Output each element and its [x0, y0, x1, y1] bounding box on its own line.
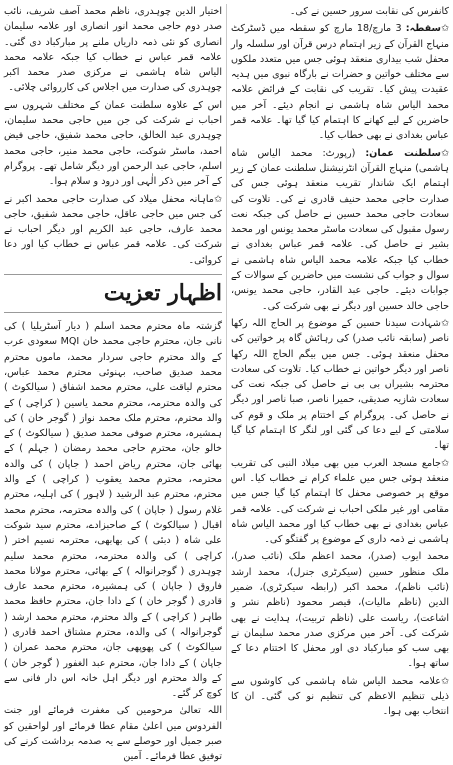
report-paragraph: اختیار الدین چوہدری، ناظم محمد آصف شریف، نائب صدر دوم حاجی محمد انور انصاری اور علامہ سلیمان انصاری کو نئی ذمہ داریاں ملنے پر مبارکباد دی گئی۔ علامہ قمر عباس نے خطاب کیا جبکہ علامہ محمد الیاس شاہ ہاشمی نے مرکزی صدر محمد اکبر چوہدری کی صدارت میں اجلاس کی کارروائی چلائی۔ — [4, 6, 222, 94]
star-bullet-icon: ✩ — [440, 23, 449, 35]
condolence-heading-box — [4, 274, 222, 313]
column-divider — [226, 4, 227, 720]
condolence-heading: اظہار تعزیت — [103, 280, 222, 307]
left-column — [4, 4, 222, 763]
star-bullet-icon: ✩ — [440, 147, 449, 159]
star-bullet-icon: ✩ — [440, 457, 449, 469]
news-item-mosque-event: ✩جامع مسجد العرب میں بھی میلاد النبی کی تقریب منعقد ہوئی جس میں علماء کرام نے خطاب کیا۔ اس موقع پر خصوصی محفل کا اہتمام کیا گیا جس میں مقامی اور غیر ملکی احباب نے شرکت کی۔ علامہ قمر عباس بغدادی نے بھی خطاب کیا اور محمد الیاس شاہ ہاشمی نے ذمہ داری کے موضوع پر گفتگو کی۔ — [231, 457, 449, 546]
news-item-saqta: ✩سقطہ: 3 مارچ/18 مارچ کو سقطہ میں ڈسٹرکٹ منہاج القرآن کے زیر اہتمام درس قرآن اور سلسلہ وار محفل شب بیداری منعقد ہوئی جس میں متعدد ملکوں سے مختلف خواتین و حضرات نے بارگاہ نبوی میں ہدیہ عقیدت پیش کیا۔ تقریب کی نقابت کے فرائض علامہ محمد الیاس شاہ ہاشمی نے انجام دیئے۔ آخر میں حاضرین کے لیے کھانے کا اہتمام کیا گیا تھا۔ علامہ قمر عباس بغدادی نے بھی خطاب کیا۔ — [231, 23, 449, 142]
news-item-reorganization: ✩علامہ محمد الیاس شاہ ہاشمی کی کاوشوں سے ذیلی تنظیم الاعظم کی تنظیم نو کی گئی۔ ان کا انتخاب بھی ہوا۔ — [231, 675, 449, 718]
condolence-closing: اللہ تعالیٰ مرحومین کی مغفرت فرمائے اور جنت الفردوس میں اعلیٰ مقام عطا فرمائے اور لواحقین کو صبر جمیل اور حوصلے سے یہ صدمہ برداشت کرنے کی توفیق عطا فرمائے۔ آمین — [4, 705, 222, 763]
star-bullet-icon: ✩ — [213, 193, 222, 205]
news-item-office-bearers: محمد ایوب (صدر)، محمد اعظم ملک (نائب صدر)، ملک منظور حسین (سیکرٹری جنرل)، محمد ارشد (نائب ناظم)، محمد اکبر (رابطہ سیکرٹری)، ضمیر الدین (ناظم مالیات)، قیصر محمود (ناظم نشر و اشاعت)، ریاست علی (ناظم تربیت)، ہدایت نے بھی شرکت کی۔ آخر میں مرکزی صدر محمد سلیمان نے بھی سب کو مبارکباد دی اور محفل کا اختتام دعا کے ساتھ ہوا۔ — [231, 551, 449, 670]
condolence-paragraph: گزشتہ ماہ محترم محمد اسلم ( دیار آسٹریلیا ) کی نانی جان، محترم حاجی محمد خان MQI سعودی عرب کے والد محترم حاجی سردار محمد، ماموں محترم محمد صدیق صاحب، بہنوئی محترم محمد عباس، محترم لیاقت علی، محترم محمد اشفاق ( سیالکوٹ ) کی والدہ محترمہ، محترم محمد یاسین ( کراچی ) کے والد محترم، محترم ملک محمد نواز ( گوجر خان ) کی ہمشیرہ، محترم صوفی محمد صدیق ( سیالکوٹ ) کے خالو جان، محترم حاجی محمد رمضان ( جہلم ) کے بھائی جان، محترم ریاض احمد ( جاپان ) کی والدہ محترمہ، محترم محمد یعقوب ( کراچی ) کے والد محترم، محترم عبد الرشید ( لاہور ) کی اہلیہ، محترم غلام رسول ( جاپان ) کی والدہ محترمہ، محترم محمد اقبال ( سیالکوٹ ) کے صاحبزادے، محترم سید شوکت علی شاہ ( دبئی ) کی بھابھی، محترمہ نسیم اختر ( کراچی ) کی والدہ محترمہ، محترم محمد سلیم چوہدری ( گوجرانوالہ ) کے بھائی، محترم مولانا محمد فاروق ( جاپان ) کی ہمشیرہ، محترم محمد عارف قادری ( گوجر خان ) کے دادا جان، محترم حافظ محمد طاہر ( کراچی ) کے والد محترم، محترم محمد ارشد ( گوجرانوالہ ) کی والدہ، محترم مشتاق احمد قادری ( سیالکوٹ ) کی پھوپھی جان، محترم محمد عمران ( جاپان ) کے دادا جان، محترم عبد الغفور ( گوجر خان ) کے والد محترم اور دیگر اہل خانہ اس دار فانی سے کوچ کر گئے۔ — [4, 321, 222, 700]
star-bullet-icon: ✩ — [440, 317, 449, 329]
report-paragraph: اس کے علاوہ سلطنت عمان کے مختلف شہروں سے احباب نے شرکت کی جن میں حاجی محمد سلیمان، چوہدری عبد الخالق، حاجی محمد شفیق، حاجی فیض احمد، ماسٹر شوکت، حاجی محمد منیر، حاجی محمد اسلم، حاجی عبد الرحمن اور دیگر شامل تھے۔ پروگرام کے آخر میں ذکر الٰہی اور درود و سلام ہوا۔ — [4, 99, 222, 188]
report-paragraph: ✩ماہانہ محفل میلاد کی صدارت حاجی محمد اکبر نے کی جس میں حاجی عاقل، حاجی محمد شفیق، حاجی محمد عارف، حاجی عبد الکریم اور دیگر احباب نے شرکت کی۔ علامہ قمر عباس نے خطاب کیا اور دعا کروائی۔ — [4, 193, 222, 266]
right-column — [231, 4, 449, 720]
opening-line: کانفرس کی نقابت سرور حسین نے کی۔ — [289, 6, 449, 17]
news-item-oman: ✩سلطنت عمان: (رپورٹ: محمد الیاس شاہ ہاشمی) منہاج القرآن انٹرنیشنل سلطنت عمان کے زیر اہتمام ایک شاندار تقریب منعقد ہوئی جس کی صدارت حاجی محمد حنیف قادری نے کی۔ تلاوت کی سعادت حاجی محمد حسین نے حاصل کی جبکہ نعت رسول مقبول کی سعادت ماسٹر محمد یونس اور محمد بشیر نے حاصل کی۔ علامہ قمر عباس بغدادی نے خطاب کیا جبکہ علامہ محمد الیاس شاہ ہاشمی نے سوال و جواب کی نشست میں حاضرین کے سوالات کے جوابات دیئے۔ حاجی عبد القادر، حاجی محمد یونس، حاجی خالد حسین اور دیگر نے بھی شرکت کی۔ — [231, 147, 449, 312]
news-item-women-gathering: ✩شہادت سیدنا حسین کے موضوع پر الحاج اللہ رکھا ناصر (سابقہ نائب صدر) کی رہائش گاہ پر خواتین کی محفل منعقد ہوئی۔ جس میں بیگم الحاج اللہ رکھا ناصر اور دیگر خواتین نے خطاب کیا۔ تلاوت کی سعادت محترمہ بشیراں بی بی نے حاصل کی جبکہ نعت کی سعادت شازیہ صدیقی، حمیرا ناصر، صبا ناصر اور دیگر نے حاصل کی۔ پروگرام کے اختتام پر ملک و قوم کی سلامتی کے لیے دعا کی گئی اور لنگر کا اہتمام کیا گیا تھا۔ — [231, 317, 449, 452]
star-bullet-icon: ✩ — [440, 675, 449, 687]
